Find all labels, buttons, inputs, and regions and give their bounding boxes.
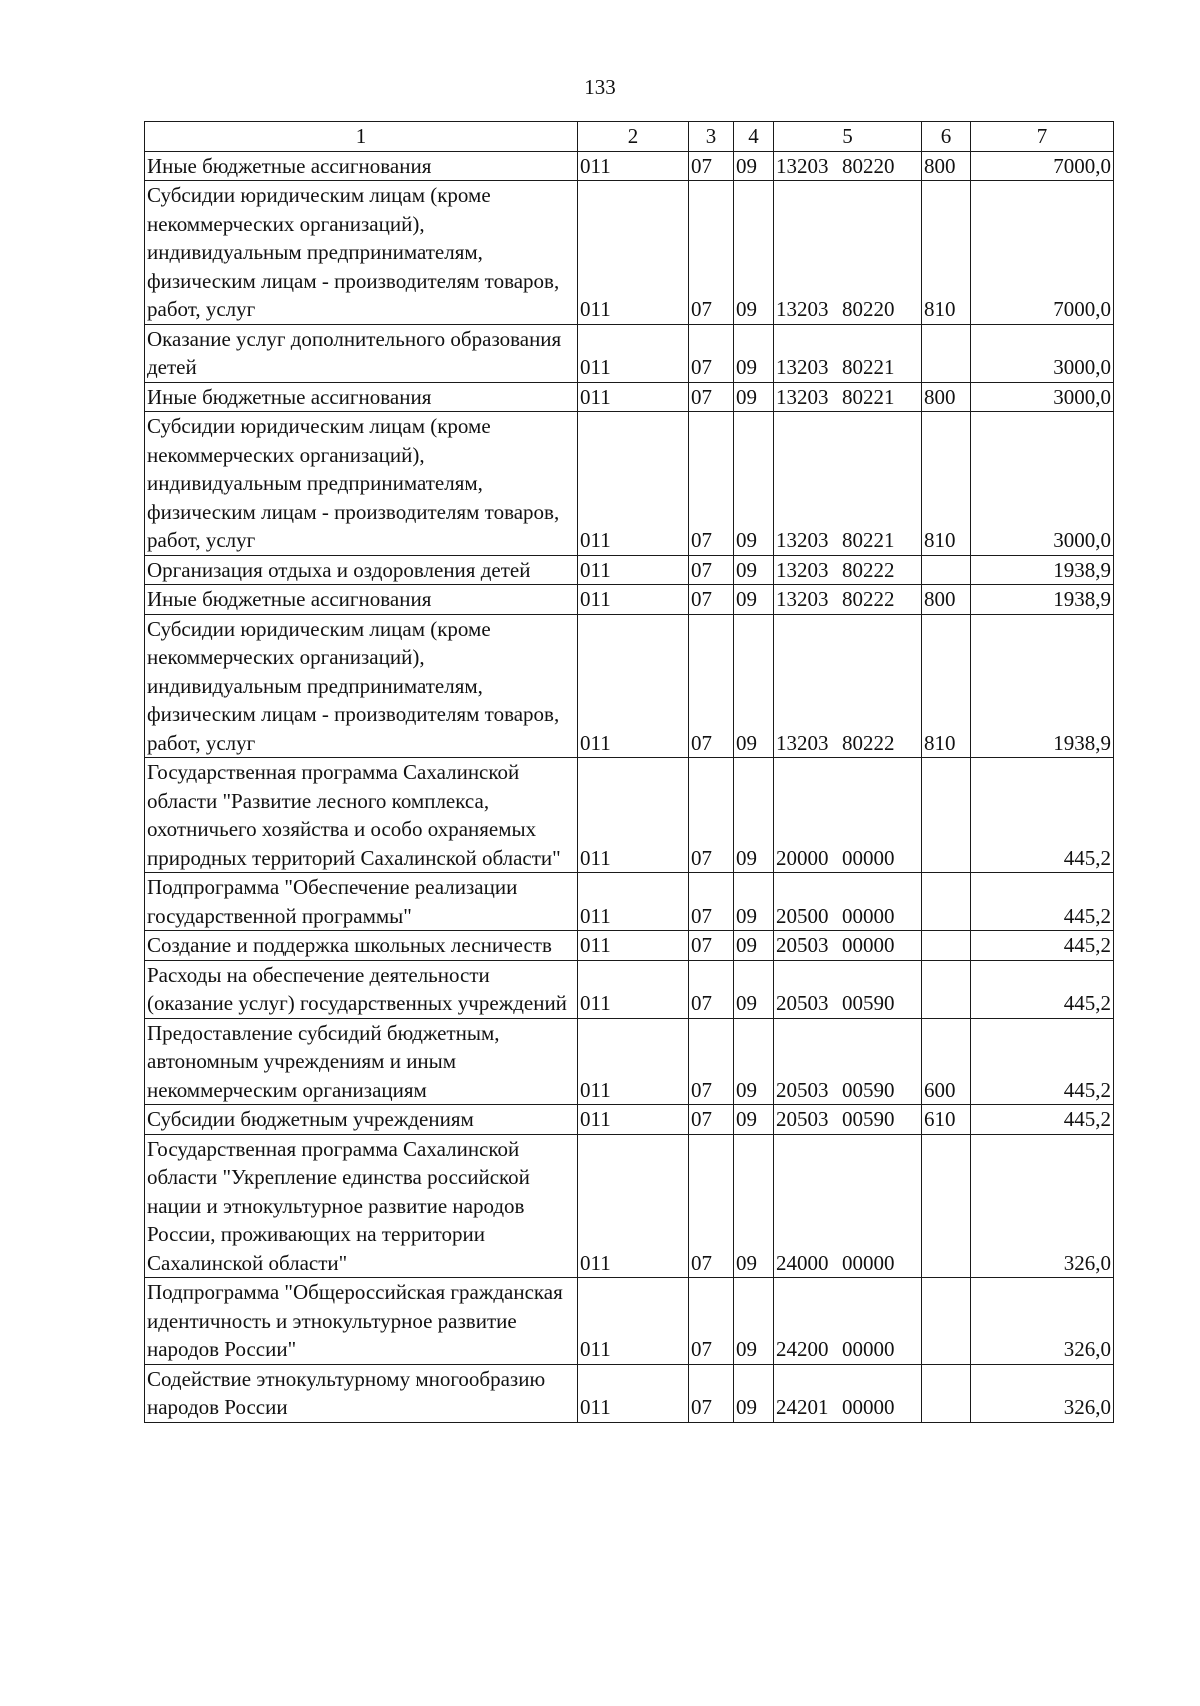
- row-name-cell: Государственная программа Сахалинской области "Укрепление единства российской нации и этнокультурное развитие народов России, проживающих на территории Сахалинской области": [145, 1134, 578, 1278]
- table-row: [145, 873, 1114, 931]
- admin-code-cell: 011: [578, 412, 689, 556]
- table-body: [145, 151, 1114, 1422]
- admin-code-cell: 011: [578, 1105, 689, 1135]
- target-article-direction: 80221: [842, 384, 895, 409]
- table-row: [145, 412, 1114, 556]
- subsection-code-cell: 09: [734, 931, 774, 961]
- target-article-direction: 80222: [842, 587, 895, 611]
- expense-type-cell: 800: [922, 585, 971, 615]
- table-row: [145, 614, 1114, 758]
- header-col-6: 6: [922, 122, 971, 152]
- target-article-cell: [774, 324, 922, 382]
- admin-code-cell: 011: [578, 585, 689, 615]
- amount-cell: 1938,9: [971, 585, 1114, 615]
- amount-cell: 326,0: [971, 1278, 1114, 1365]
- section-code-cell: 07: [689, 873, 734, 931]
- header-col-2: 2: [578, 122, 689, 152]
- target-article-program: 20500: [776, 903, 829, 928]
- expense-type-cell: [922, 960, 971, 1018]
- section-code-cell: 07: [689, 412, 734, 556]
- target-article-cell: [774, 585, 922, 615]
- section-code-cell: 07: [689, 555, 734, 585]
- section-code-cell: 07: [689, 614, 734, 758]
- section-code-cell: 07: [689, 324, 734, 382]
- expense-type-cell: [922, 758, 971, 873]
- row-name-cell: Подпрограмма "Обеспечение реализации государственной программы": [145, 873, 578, 931]
- header-col-5: 5: [774, 122, 922, 152]
- table-row: [145, 1105, 1114, 1135]
- expense-type-cell: [922, 931, 971, 961]
- target-article-program: 13203: [776, 355, 829, 379]
- target-article-program: 20503: [776, 933, 829, 957]
- expense-type-cell: 600: [922, 1018, 971, 1105]
- amount-cell: 326,0: [971, 1134, 1114, 1278]
- target-article-program: 20503: [776, 1077, 829, 1102]
- header-col-4: 4: [734, 122, 774, 152]
- admin-code-cell: 011: [578, 758, 689, 873]
- target-article-cell: [774, 151, 922, 181]
- amount-cell: 445,2: [971, 960, 1114, 1018]
- target-article-cell: [774, 382, 922, 412]
- expense-type-cell: [922, 1134, 971, 1278]
- amount-cell: 1938,9: [971, 614, 1114, 758]
- target-article-cell: [774, 758, 922, 873]
- subsection-code-cell: 09: [734, 585, 774, 615]
- expense-type-cell: 610: [922, 1105, 971, 1135]
- subsection-code-cell: 09: [734, 614, 774, 758]
- table-row: [145, 181, 1114, 325]
- header-col-3: 3: [689, 122, 734, 152]
- subsection-code-cell: 09: [734, 873, 774, 931]
- target-article-direction: 00590: [842, 1107, 895, 1131]
- table-row: [145, 1134, 1114, 1278]
- expense-type-cell: [922, 1364, 971, 1422]
- target-article-program: 13203: [776, 557, 829, 582]
- section-code-cell: 07: [689, 931, 734, 961]
- target-article-direction: 00000: [842, 933, 895, 957]
- row-name-cell: Субсидии бюджетным учреждениям: [145, 1105, 578, 1135]
- target-article-direction: 00590: [842, 1077, 895, 1102]
- expense-type-cell: 810: [922, 181, 971, 325]
- row-name-cell: Государственная программа Сахалинской области "Развитие лесного комплекса, охотничьего хозяйства и особо охраняемых природных территорий Сахалинской области": [145, 758, 578, 873]
- target-article-program: 24000: [776, 1250, 829, 1275]
- amount-cell: 326,0: [971, 1364, 1114, 1422]
- target-article-cell: [774, 1278, 922, 1365]
- target-article-direction: 00000: [842, 845, 895, 870]
- expense-type-cell: 810: [922, 412, 971, 556]
- target-article-direction: 80221: [842, 355, 895, 379]
- subsection-code-cell: 09: [734, 758, 774, 873]
- section-code-cell: 07: [689, 1134, 734, 1278]
- amount-cell: 7000,0: [971, 151, 1114, 181]
- table-row: [145, 960, 1114, 1018]
- row-name-cell: Субсидии юридическим лицам (кроме некоммерческих организаций), индивидуальным предпринимателям, физическим лицам - производителям товаров, работ, услуг: [145, 181, 578, 325]
- target-article-cell: [774, 555, 922, 585]
- amount-cell: 1938,9: [971, 555, 1114, 585]
- section-code-cell: 07: [689, 1364, 734, 1422]
- subsection-code-cell: 09: [734, 382, 774, 412]
- admin-code-cell: 011: [578, 181, 689, 325]
- section-code-cell: 07: [689, 585, 734, 615]
- section-code-cell: 07: [689, 960, 734, 1018]
- row-name-cell: Организация отдыха и оздоровления детей: [145, 555, 578, 585]
- row-name-cell: Подпрограмма "Общероссийская гражданская идентичность и этнокультурное развитие народов России": [145, 1278, 578, 1365]
- row-name-cell: Оказание услуг дополнительного образования детей: [145, 324, 578, 382]
- target-article-direction: 00000: [842, 1250, 895, 1275]
- amount-cell: 445,2: [971, 1105, 1114, 1135]
- header-col-1: 1: [145, 122, 578, 152]
- table-row: [145, 758, 1114, 873]
- target-article-direction: 00000: [842, 903, 895, 928]
- target-article-cell: [774, 873, 922, 931]
- target-article-cell: [774, 960, 922, 1018]
- row-name-cell: Предоставление субсидий бюджетным, автономным учреждениям и иным некоммерческим организациям: [145, 1018, 578, 1105]
- target-article-cell: [774, 1134, 922, 1278]
- row-name-cell: Иные бюджетные ассигнования: [145, 585, 578, 615]
- table-row: [145, 585, 1114, 615]
- expense-type-cell: 800: [922, 151, 971, 181]
- admin-code-cell: 011: [578, 324, 689, 382]
- target-article-cell: [774, 1105, 922, 1135]
- table-row: [145, 555, 1114, 585]
- target-article-program: 13203: [776, 384, 829, 409]
- subsection-code-cell: 09: [734, 151, 774, 181]
- admin-code-cell: 011: [578, 151, 689, 181]
- target-article-program: 24201: [776, 1395, 829, 1419]
- target-article-program: 13203: [776, 587, 829, 611]
- amount-cell: 3000,0: [971, 412, 1114, 556]
- admin-code-cell: 011: [578, 960, 689, 1018]
- target-article-cell: [774, 1018, 922, 1105]
- admin-code-cell: 011: [578, 1364, 689, 1422]
- admin-code-cell: 011: [578, 614, 689, 758]
- admin-code-cell: 011: [578, 931, 689, 961]
- target-article-direction: 00590: [842, 991, 895, 1015]
- subsection-code-cell: 09: [734, 1134, 774, 1278]
- section-code-cell: 07: [689, 1278, 734, 1365]
- target-article-program: 20503: [776, 1107, 829, 1131]
- expense-type-cell: 800: [922, 382, 971, 412]
- target-article-cell: [774, 412, 922, 556]
- section-code-cell: 07: [689, 1018, 734, 1105]
- target-article-cell: [774, 1364, 922, 1422]
- expense-type-cell: [922, 324, 971, 382]
- target-article-program: 20000: [776, 845, 829, 870]
- admin-code-cell: 011: [578, 1278, 689, 1365]
- expense-type-cell: [922, 1278, 971, 1365]
- section-code-cell: 07: [689, 151, 734, 181]
- page-number: 133: [584, 75, 616, 99]
- admin-code-cell: 011: [578, 382, 689, 412]
- admin-code-cell: 011: [578, 1134, 689, 1278]
- subsection-code-cell: 09: [734, 324, 774, 382]
- table-header-row: [145, 122, 1114, 152]
- section-code-cell: 07: [689, 758, 734, 873]
- subsection-code-cell: 09: [734, 1364, 774, 1422]
- target-article-program: 13203: [776, 528, 829, 552]
- target-article-direction: 80220: [842, 153, 895, 178]
- row-name-cell: Содействие этнокультурному многообразию народов России: [145, 1364, 578, 1422]
- subsection-code-cell: 09: [734, 1018, 774, 1105]
- section-code-cell: 07: [689, 382, 734, 412]
- subsection-code-cell: 09: [734, 960, 774, 1018]
- subsection-code-cell: 09: [734, 412, 774, 556]
- target-article-direction: 80222: [842, 730, 895, 755]
- target-article-direction: 00000: [842, 1337, 895, 1361]
- row-name-cell: Субсидии юридическим лицам (кроме некоммерческих организаций), индивидуальным предпринимателям, физическим лицам - производителям товаров, работ, услуг: [145, 412, 578, 556]
- section-code-cell: 07: [689, 181, 734, 325]
- target-article-program: 24200: [776, 1337, 829, 1361]
- expense-type-cell: [922, 873, 971, 931]
- admin-code-cell: 011: [578, 1018, 689, 1105]
- amount-cell: 445,2: [971, 931, 1114, 961]
- subsection-code-cell: 09: [734, 181, 774, 325]
- table-row: [145, 382, 1114, 412]
- target-article-direction: 80220: [842, 297, 895, 321]
- amount-cell: 7000,0: [971, 181, 1114, 325]
- target-article-direction: 80221: [842, 528, 895, 552]
- row-name-cell: Расходы на обеспечение деятельности (оказание услуг) государственных учреждений: [145, 960, 578, 1018]
- target-article-program: 13203: [776, 297, 829, 321]
- amount-cell: 445,2: [971, 873, 1114, 931]
- target-article-program: 20503: [776, 991, 829, 1015]
- subsection-code-cell: 09: [734, 1278, 774, 1365]
- target-article-program: 13203: [776, 153, 829, 178]
- row-name-cell: Иные бюджетные ассигнования: [145, 151, 578, 181]
- table-row: [145, 324, 1114, 382]
- row-name-cell: Создание и поддержка школьных лесничеств: [145, 931, 578, 961]
- table-row: [145, 151, 1114, 181]
- section-code-cell: 07: [689, 1105, 734, 1135]
- expense-type-cell: [922, 555, 971, 585]
- table-row: [145, 1278, 1114, 1365]
- table-row: [145, 931, 1114, 961]
- target-article-cell: [774, 614, 922, 758]
- amount-cell: 445,2: [971, 758, 1114, 873]
- expense-type-cell: 810: [922, 614, 971, 758]
- target-article-cell: [774, 181, 922, 325]
- row-name-cell: Субсидии юридическим лицам (кроме некоммерческих организаций), индивидуальным предпринимателям, физическим лицам - производителям товаров, работ, услуг: [145, 614, 578, 758]
- header-col-7: 7: [971, 122, 1114, 152]
- target-article-direction: 00000: [842, 1395, 895, 1419]
- row-name-cell: Иные бюджетные ассигнования: [145, 382, 578, 412]
- table-row: [145, 1364, 1114, 1422]
- amount-cell: 445,2: [971, 1018, 1114, 1105]
- admin-code-cell: 011: [578, 873, 689, 931]
- table-row: [145, 1018, 1114, 1105]
- target-article-program: 13203: [776, 730, 829, 755]
- admin-code-cell: 011: [578, 555, 689, 585]
- target-article-cell: [774, 931, 922, 961]
- budget-table: [144, 121, 1114, 1423]
- target-article-direction: 80222: [842, 557, 895, 582]
- amount-cell: 3000,0: [971, 382, 1114, 412]
- subsection-code-cell: 09: [734, 1105, 774, 1135]
- subsection-code-cell: 09: [734, 555, 774, 585]
- amount-cell: 3000,0: [971, 324, 1114, 382]
